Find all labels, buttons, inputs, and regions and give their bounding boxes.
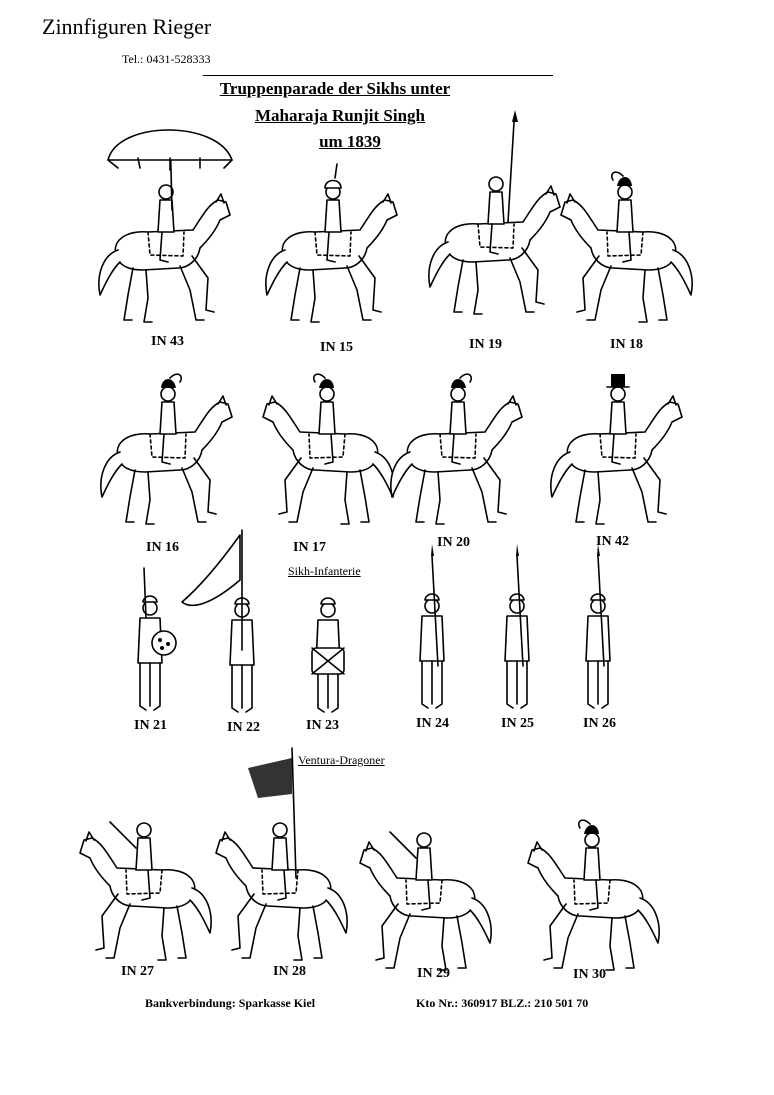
infantry-figure-illustration <box>402 586 462 711</box>
mounted-figure-illustration <box>90 372 240 527</box>
infantry-figure-illustration <box>120 588 180 713</box>
infantry-figure-illustration <box>298 590 358 715</box>
mounted-figure-illustration <box>418 162 568 317</box>
figure-label: IN 28 <box>273 964 307 979</box>
figure-label: IN 22 <box>227 720 261 735</box>
mounted-figure-illustration <box>255 170 405 325</box>
mounted-figure-illustration <box>72 808 222 963</box>
figure-label: IN 17 <box>293 540 327 555</box>
figure-label: IN 18 <box>610 337 644 352</box>
title-line-1: Truppenparade der Sikhs unter <box>219 79 451 98</box>
mounted-figure-illustration <box>352 818 502 973</box>
company-name: Zinnfiguren Rieger <box>42 14 212 39</box>
figure-label: IN 24 <box>416 716 450 731</box>
figure-label: IN 29 <box>417 966 451 981</box>
title-line-3: um 1839 <box>319 132 381 151</box>
figure-label: IN 42 <box>596 534 630 549</box>
figure-label: IN 26 <box>583 716 617 731</box>
mounted-figure-illustration <box>208 808 358 963</box>
figure-label: IN 25 <box>501 716 535 731</box>
mounted-figure-illustration <box>553 170 703 325</box>
title-rule <box>203 75 553 76</box>
mounted-figure-illustration <box>380 372 530 527</box>
mounted-figure-illustration <box>520 818 670 973</box>
mounted-figure-illustration <box>88 170 238 325</box>
figure-label: IN 19 <box>469 337 503 352</box>
figure-label: IN 16 <box>146 540 180 555</box>
title-line-2: Maharaja Runjit Singh <box>254 106 426 125</box>
infantry-figure-illustration <box>568 586 628 711</box>
mounted-figure-illustration <box>540 372 690 527</box>
figure-label: IN 30 <box>573 967 607 982</box>
figure-label: IN 27 <box>121 964 155 979</box>
phone-number: Tel.: 0431-528333 <box>122 52 211 66</box>
figure-label: IN 20 <box>437 535 471 550</box>
section-dragoons: Ventura-Dragoner <box>298 753 385 767</box>
account-details: Kto Nr.: 360917 BLZ.: 210 501 70 <box>416 996 589 1010</box>
infantry-figure-illustration <box>487 586 547 711</box>
infantry-figure-illustration <box>212 590 272 715</box>
bank-details: Bankverbindung: Sparkasse Kiel <box>145 996 316 1010</box>
figure-label: IN 15 <box>320 340 354 355</box>
section-infantry: Sikh-Infanterie <box>288 564 361 578</box>
figure-label: IN 21 <box>134 718 168 733</box>
figure-label: IN 23 <box>306 718 340 733</box>
figure-label: IN 43 <box>151 334 185 349</box>
